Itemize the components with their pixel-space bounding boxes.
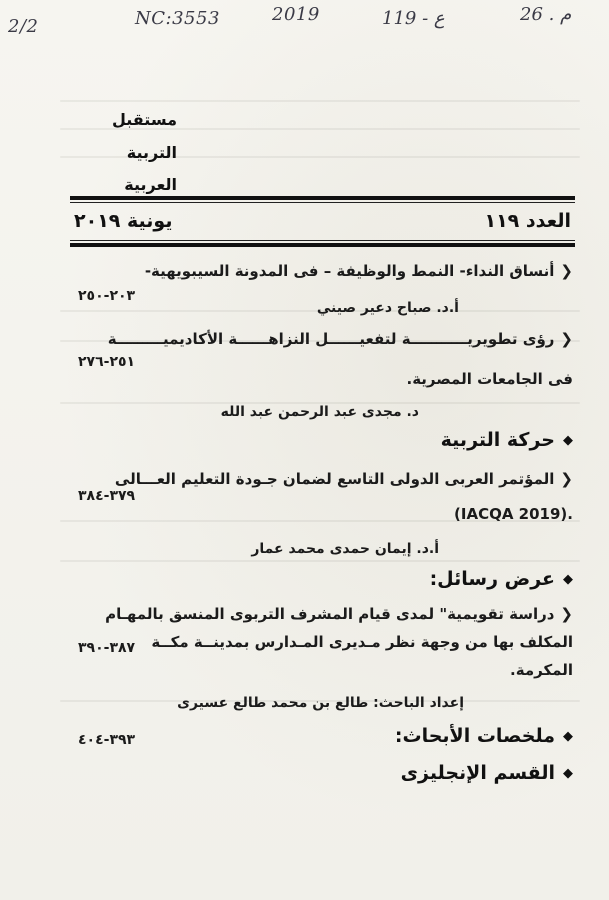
issue-bar [74,206,571,236]
toc-entry-pages: ٢٠٣-٢٥٠ [78,288,136,304]
section-heading-text: عرض رسائل: [429,568,555,590]
toc-entry-pages: ٢٥١-٢٧٦ [78,354,136,370]
show-through-line [60,560,580,562]
diamond-bullet-icon: ◆ [563,572,573,587]
handwritten-year: 2019 [272,4,320,25]
journal-title-line1: مستقبل [111,110,177,129]
toc-entry-title-cont: المكرمة. [510,661,573,679]
chevron-bullet-icon: ❮ [560,605,573,623]
diamond-bullet-icon: ◆ [563,766,573,781]
section-heading-english [401,762,573,784]
section-heading-text: القسم الإنجليزى [400,762,555,784]
bottom-rule [70,243,575,247]
handwritten-code: NC:3553 [135,8,220,29]
top-rule [70,196,575,200]
toc-entry-author: أ.د. صباح دعير صيني [316,300,459,316]
issue-number: العدد ١١٩ [484,210,571,232]
journal-title-line3: العربية [124,175,177,194]
toc-entry-title [115,470,573,488]
toc-entry-title-cont: (IACQA 2019). [454,505,573,523]
toc-entry-pages: ٣٩٣-٤٠٤ [78,732,136,748]
handwritten-ref: 26 . م [520,4,572,25]
section-heading-movement [441,429,573,451]
diamond-bullet-icon: ◆ [563,729,573,744]
toc-entry-title-cont: المكلف بها من وجهة نظر مـديرى المـدارس بمدينــة مكــة [151,633,573,651]
issue-date: يونية ٢٠١٩ [74,210,173,232]
toc-entry-pages: ٣٧٩-٣٨٤ [78,488,136,504]
toc-entry-pages: ٣٨٧-٣٩٠ [78,640,136,656]
toc-entry-title-text: أنساق النداء- النمط والوظيفة – فى المدونة السيبويهية- [144,262,555,280]
diamond-bullet-icon: ◆ [563,433,573,448]
toc-entry-title-text: رؤى تطويريـــــــــــة لتفعيــــــل النزاهــــــة الأكاديميـــــــــة [107,330,555,348]
toc-entry-title [108,330,573,348]
handwritten-issue: 119 - ع [382,8,445,29]
section-heading-abstracts [395,725,573,747]
toc-entry-author: أ.د. إيمان حمدى محمد عمار [251,541,439,557]
top-rule-thin [70,202,575,203]
toc-entry-title [105,605,573,623]
section-heading-text: حركة التربية [440,429,555,451]
handwritten-page-note: 2/2 [8,16,39,37]
section-heading-text: ملخصات الأبحاث: [394,725,555,747]
toc-entry-author: د. مجدى عبد الرحمن عبد الله [220,404,419,420]
section-heading-theses [430,568,573,590]
chevron-bullet-icon: ❮ [560,262,573,280]
toc-entry-title-text: دراسة تقويمية" لمدى قيام المشرف التربوى المنسق بالمهـام [105,605,555,623]
show-through-line [60,100,580,102]
chevron-bullet-icon: ❮ [560,470,573,488]
toc-entry-title [145,262,573,280]
bottom-rule-thin [70,240,575,241]
toc-entry-author: إعداد الباحث: طالع بن محمد طالع عسيرى [177,695,464,711]
chevron-bullet-icon: ❮ [560,330,573,348]
toc-entry-title-cont: فى الجامعات المصرية. [406,370,573,388]
toc-entry-title-text: المؤتمر العربى الدولى التاسع لضمان جـودة التعليم العـــالى [114,470,555,488]
journal-title-line2: التربية [126,143,177,162]
